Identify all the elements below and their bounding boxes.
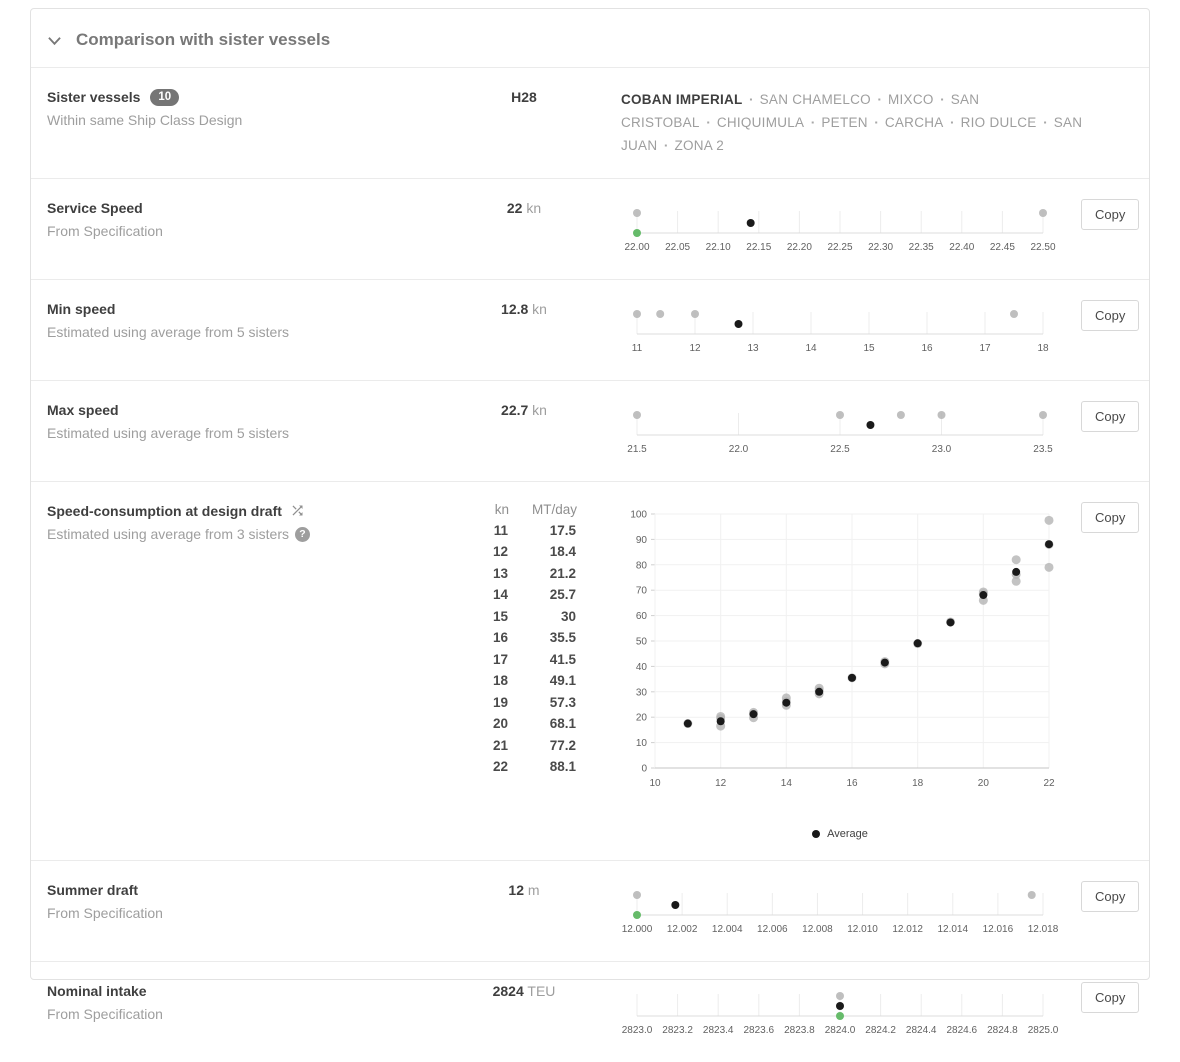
- comparison-panel: [30, 8, 1150, 1036]
- consumption-table-header: MT/day: [531, 501, 577, 517]
- consumption-table-cell: 21.2: [549, 565, 576, 581]
- consumption-table-row: [463, 649, 577, 671]
- svg-text:21.5: 21.5: [627, 443, 647, 455]
- consumption-table-cell: 18.4: [549, 544, 576, 560]
- consumption-table-cell: 49.1: [549, 673, 576, 689]
- svg-text:16: 16: [921, 342, 933, 354]
- svg-text:2824.4: 2824.4: [905, 1024, 937, 1036]
- consumption-table-cell: 21: [492, 737, 508, 753]
- consumption-table-row: [463, 670, 577, 692]
- speed-consumption-subtitle: Estimated using average from 3 sisters: [47, 525, 289, 542]
- svg-text:22.50: 22.50: [1030, 241, 1056, 253]
- svg-text:2823.0: 2823.0: [621, 1024, 653, 1036]
- svg-text:22.5: 22.5: [830, 443, 850, 455]
- svg-text:22.10: 22.10: [705, 241, 731, 253]
- row-min-speed: [31, 280, 1149, 381]
- svg-text:12.018: 12.018: [1027, 923, 1059, 935]
- svg-text:22.30: 22.30: [868, 241, 894, 253]
- svg-text:2825.0: 2825.0: [1027, 1024, 1059, 1036]
- svg-text:0: 0: [641, 763, 647, 775]
- vessel-name: RIO DULCE: [960, 114, 1037, 130]
- svg-text:18: 18: [912, 777, 924, 789]
- svg-text:10: 10: [649, 777, 661, 789]
- consumption-table-cell: 88.1: [549, 759, 576, 775]
- vessel-name: CARCHA: [884, 114, 944, 130]
- svg-text:18: 18: [1037, 342, 1049, 354]
- svg-text:17: 17: [979, 342, 991, 354]
- consumption-table-cell: 25.7: [549, 587, 576, 603]
- bullet-separator: ▪: [706, 117, 710, 127]
- sister-vessels-subtitle: Within same Ship Class Design: [47, 112, 243, 128]
- svg-text:70: 70: [635, 585, 647, 597]
- min-speed-unit: kn: [532, 300, 547, 317]
- svg-text:90: 90: [635, 534, 647, 546]
- max-speed-unit: kn: [532, 401, 547, 418]
- average-legend-label: Average: [827, 827, 868, 840]
- svg-text:12: 12: [715, 777, 727, 789]
- svg-text:80: 80: [635, 560, 647, 572]
- row-speed-consumption: [31, 482, 1149, 861]
- bullet-separator: ▪: [940, 95, 944, 104]
- consumption-table-cell: 30: [560, 608, 576, 624]
- svg-text:12.010: 12.010: [847, 923, 878, 935]
- svg-text:2824.2: 2824.2: [865, 1024, 896, 1036]
- svg-text:20: 20: [635, 712, 647, 724]
- consumption-table-row: [463, 520, 577, 542]
- consumption-table-row: [463, 563, 577, 585]
- speed-consumption-label: Speed-consumption at design draft: [47, 502, 282, 519]
- svg-text:22.15: 22.15: [746, 241, 772, 253]
- consumption-table-row: [463, 756, 577, 778]
- ship-class-value: H28: [511, 89, 537, 105]
- consumption-table-row: [463, 692, 577, 714]
- min-speed-value: 12.8: [501, 300, 529, 317]
- bullet-separator: ▪: [664, 140, 668, 150]
- min-speed-dotplot: [621, 300, 1059, 360]
- consumption-table-cell: 14: [492, 587, 508, 603]
- consumption-table-cell: 16: [492, 630, 508, 646]
- svg-text:50: 50: [635, 636, 647, 648]
- consumption-table-cell: 57.3: [549, 694, 576, 710]
- vessel-name: SAN CRISTOBAL: [621, 92, 980, 130]
- bullet-separator: ▪: [877, 95, 882, 104]
- bullet-separator: ▪: [1043, 117, 1047, 127]
- svg-text:12.006: 12.006: [757, 923, 788, 935]
- consumption-table-cell: 18: [492, 673, 508, 689]
- svg-text:12: 12: [689, 342, 701, 354]
- bullet-separator: ▪: [874, 117, 878, 127]
- svg-text:2823.6: 2823.6: [743, 1024, 775, 1036]
- svg-text:13: 13: [747, 342, 759, 354]
- vessel-name: SAN JUAN: [621, 114, 1083, 153]
- vessel-name: PETEN: [821, 114, 868, 130]
- svg-text:10: 10: [635, 737, 647, 749]
- nominal-intake-subtitle: From Specification: [47, 1005, 163, 1022]
- summer-draft-subtitle: From Specification: [47, 904, 163, 921]
- panel-header[interactable]: [31, 9, 1149, 68]
- sister-vessels-count-badge: 10: [150, 89, 179, 106]
- vessel-name-primary: COBAN IMPERIAL: [621, 92, 743, 107]
- consumption-table-cell: 15: [492, 608, 508, 624]
- row-service-speed: [31, 179, 1149, 280]
- svg-text:2823.2: 2823.2: [662, 1024, 693, 1036]
- svg-text:2823.8: 2823.8: [784, 1024, 815, 1036]
- consumption-table-cell: 17: [492, 651, 508, 667]
- consumption-table-cell: 20: [492, 716, 508, 732]
- svg-text:22.05: 22.05: [665, 241, 691, 253]
- svg-text:15: 15: [863, 342, 875, 354]
- consumption-table-row: [463, 606, 577, 628]
- svg-text:11: 11: [631, 342, 643, 354]
- consumption-table-cell: 77.2: [549, 737, 576, 753]
- svg-text:22.40: 22.40: [949, 241, 975, 253]
- svg-text:22.20: 22.20: [786, 241, 812, 253]
- consumption-table-row: [463, 541, 577, 563]
- bullet-separator: ▪: [749, 95, 753, 104]
- bullet-separator: ▪: [811, 117, 815, 127]
- service-speed-unit: kn: [526, 199, 542, 216]
- consumption-table-cell: 22: [492, 759, 508, 775]
- min-speed-subtitle: Estimated using average from 5 sisters: [47, 323, 289, 340]
- sister-vessels-label-line: [47, 88, 427, 106]
- consumption-table-cell: 35.5: [549, 630, 576, 646]
- min-speed-label: Min speed: [47, 300, 116, 317]
- svg-text:12.016: 12.016: [982, 923, 1014, 935]
- max-speed-dotplot: [621, 401, 1059, 461]
- consumption-table-cell: 41.5: [549, 651, 576, 667]
- svg-text:23.0: 23.0: [931, 443, 952, 455]
- nominal-intake-dotplot: [621, 982, 1059, 1042]
- summer-draft-value: 12: [508, 881, 524, 898]
- svg-text:22.00: 22.00: [624, 241, 650, 253]
- svg-text:14: 14: [780, 777, 792, 789]
- svg-text:22.45: 22.45: [989, 241, 1015, 253]
- vessel-name: CHIQUIMULA: [716, 114, 805, 130]
- copy-button-speed-consumption[interactable]: Copy: [1081, 502, 1139, 533]
- consumption-table-row: [463, 713, 577, 735]
- vessel-name: ZONA 2: [674, 137, 725, 153]
- consumption-table-row: [463, 735, 577, 757]
- consumption-table-cell: 68.1: [549, 716, 576, 732]
- svg-text:12.014: 12.014: [937, 923, 969, 935]
- svg-text:12.004: 12.004: [711, 923, 743, 935]
- svg-text:12.008: 12.008: [802, 923, 833, 935]
- consumption-table-cell: 17.5: [549, 522, 576, 538]
- shuffle-icon[interactable]: [290, 503, 305, 518]
- svg-text:12.002: 12.002: [666, 923, 698, 935]
- consumption-table-header: kn: [494, 501, 509, 517]
- max-speed-value: 22.7: [501, 401, 529, 418]
- svg-text:22.0: 22.0: [728, 443, 749, 455]
- service-speed-label: Service Speed: [47, 199, 143, 216]
- svg-text:100: 100: [630, 509, 647, 521]
- panel-title: Comparison with sister vessels: [76, 30, 331, 49]
- summer-draft-label: Summer draft: [47, 881, 139, 898]
- summer-draft-unit: m: [527, 881, 540, 898]
- svg-text:22: 22: [1043, 777, 1055, 789]
- row-nominal-intake: [31, 962, 1149, 1062]
- row-max-speed: [31, 381, 1149, 482]
- copy-button-max-speed[interactable]: Copy: [1081, 401, 1139, 432]
- speed-consumption-chart: [621, 502, 1059, 802]
- svg-text:16: 16: [846, 777, 858, 789]
- bullet-separator: ▪: [950, 117, 954, 127]
- service-speed-dotplot: [621, 199, 1059, 259]
- svg-text:23.5: 23.5: [1033, 443, 1053, 455]
- max-speed-label: Max speed: [47, 401, 119, 418]
- svg-text:2823.4: 2823.4: [702, 1024, 734, 1036]
- service-speed-value: 22: [506, 199, 523, 216]
- vessel-name: SAN CHAMELCO: [759, 92, 871, 107]
- consumption-table-row: [463, 584, 577, 606]
- svg-text:2824.0: 2824.0: [824, 1024, 856, 1036]
- svg-text:20: 20: [977, 777, 989, 789]
- copy-button-nominal-intake[interactable]: Copy: [1081, 982, 1139, 1013]
- consumption-table-cell: 19: [492, 694, 508, 710]
- svg-text:14: 14: [805, 342, 817, 354]
- sister-vessels-label: Sister vessels: [47, 89, 141, 105]
- vessel-name: MIXCO: [888, 92, 934, 107]
- summer-draft-dotplot: [621, 881, 1059, 941]
- svg-text:60: 60: [635, 610, 647, 622]
- row-summer-draft: [31, 861, 1149, 962]
- nominal-intake-label: Nominal intake: [47, 982, 147, 999]
- service-speed-subtitle: From Specification: [47, 222, 163, 239]
- average-legend-dot: [812, 830, 820, 838]
- nominal-intake-unit: TEU: [527, 982, 556, 999]
- copy-button-service-speed[interactable]: Copy: [1081, 199, 1139, 230]
- consumption-table-cell: 12: [492, 544, 508, 560]
- svg-text:22.35: 22.35: [908, 241, 934, 253]
- svg-text:12.012: 12.012: [892, 923, 923, 935]
- help-icon[interactable]: ?: [295, 527, 310, 542]
- max-speed-subtitle: Estimated using average from 5 sisters: [47, 424, 289, 441]
- svg-text:30: 30: [635, 687, 647, 699]
- consumption-table: [463, 502, 577, 778]
- vessel-list: [621, 88, 1137, 158]
- copy-button-summer-draft[interactable]: Copy: [1081, 881, 1139, 912]
- svg-text:40: 40: [635, 661, 647, 673]
- consumption-table-cell: 13: [492, 565, 508, 581]
- chevron-down-icon[interactable]: [47, 34, 62, 47]
- row-sister-vessels: [31, 68, 1149, 179]
- consumption-table-cell: 11: [493, 522, 508, 538]
- svg-text:2824.6: 2824.6: [946, 1024, 978, 1036]
- consumption-table-row: [463, 627, 577, 649]
- svg-text:12.000: 12.000: [621, 923, 653, 935]
- copy-button-min-speed[interactable]: Copy: [1081, 300, 1139, 331]
- chart-legend: [621, 828, 1059, 840]
- svg-text:22.25: 22.25: [827, 241, 853, 253]
- svg-text:2824.8: 2824.8: [987, 1024, 1018, 1036]
- nominal-intake-value: 2824: [492, 982, 524, 999]
